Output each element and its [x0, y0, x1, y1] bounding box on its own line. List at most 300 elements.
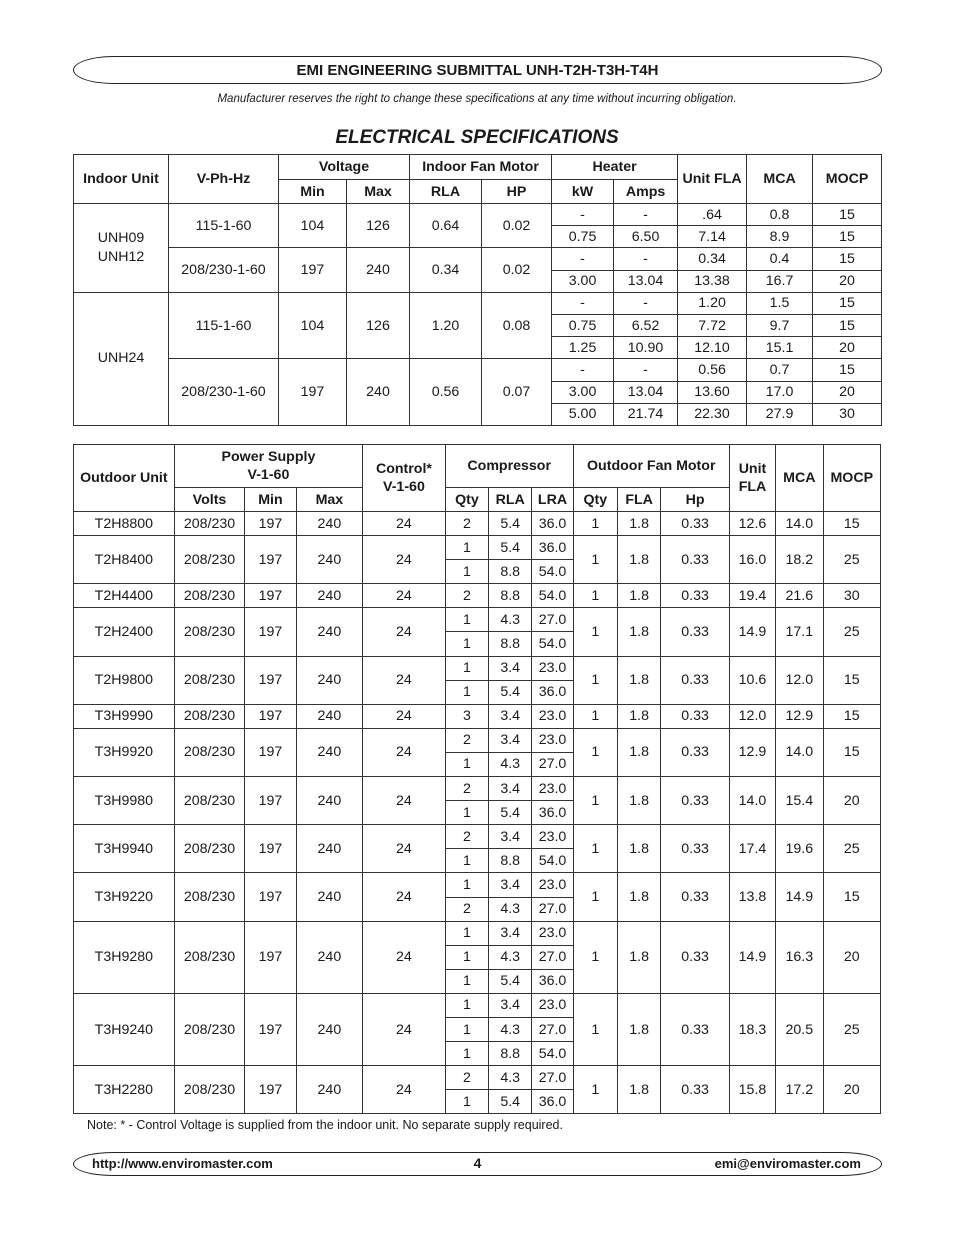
comp-rla-cell: 5.4 [489, 801, 532, 825]
comp-rla-cell: 5.4 [489, 512, 532, 536]
ps-min-cell: 197 [245, 584, 296, 608]
ps-max-cell: 240 [296, 728, 363, 776]
mca-cell: 15.4 [776, 777, 823, 825]
comp-rla-cell: 4.3 [489, 752, 532, 776]
unit-fla-cell: 10.6 [729, 656, 775, 704]
ps-max-cell: 240 [296, 608, 363, 656]
control-cell: 24 [363, 704, 446, 728]
fan-hp-cell: 0.33 [661, 873, 730, 921]
fan-qty-header: Qty [573, 488, 617, 512]
control-cell: 24 [363, 993, 446, 1065]
comp-lra-cell: 36.0 [532, 969, 573, 993]
comp-lra-cell: 54.0 [532, 1042, 573, 1066]
fan-qty-cell: 1 [573, 536, 617, 584]
fan-hp-cell: 0.33 [661, 993, 730, 1065]
ps-min-cell: 197 [245, 728, 296, 776]
comp-qty-cell: 1 [445, 969, 488, 993]
control-cell: 24 [363, 777, 446, 825]
voltage-min-cell: 197 [279, 359, 347, 426]
control-cell: 24 [363, 536, 446, 584]
outdoor-unit-name: T3H9940 [74, 825, 175, 873]
comp-rla-cell: 5.4 [489, 1090, 532, 1114]
volts-cell: 208/230 [174, 704, 245, 728]
comp-rla-cell: 8.8 [489, 1042, 532, 1066]
voltage-max-cell: 240 [347, 248, 410, 292]
ps-max-cell: 240 [296, 584, 363, 608]
mocp-cell: 15 [823, 873, 881, 921]
volts-header: Volts [174, 488, 245, 512]
table-row [74, 292, 882, 314]
unit-fla-cell: 22.30 [678, 403, 747, 425]
fan-hp-cell: 0.33 [661, 1066, 730, 1114]
comp-rla-cell: 8.8 [489, 849, 532, 873]
comp-rla-cell: 3.4 [489, 993, 532, 1017]
mocp-cell: 25 [823, 825, 881, 873]
comp-qty-cell: 1 [445, 1017, 488, 1041]
unit-fla-cell: 13.38 [678, 270, 747, 292]
comp-rla-cell: 3.4 [489, 728, 532, 752]
footer-url-link[interactable]: http://www.enviromaster.com [92, 1156, 273, 1171]
fan-qty-cell: 1 [573, 728, 617, 776]
heater-amps-cell: - [614, 292, 678, 314]
volts-cell: 208/230 [174, 873, 245, 921]
fan-fla-cell: 1.8 [617, 512, 660, 536]
unit-fla-cell: 13.60 [678, 381, 747, 403]
ps-max-cell: 240 [296, 704, 363, 728]
heater-amps-cell: 13.04 [614, 270, 678, 292]
unit-fla-cell: 13.8 [729, 873, 775, 921]
mocp-cell: 20 [813, 381, 882, 403]
fan-qty-cell: 1 [573, 921, 617, 993]
comp-qty-cell: 2 [445, 777, 488, 801]
ps-min-cell: 197 [245, 536, 296, 584]
ps-max-cell: 240 [296, 873, 363, 921]
document-title: EMI ENGINEERING SUBMITTAL UNH-T2H-T3H-T4H [296, 61, 659, 79]
ps-max-cell: 240 [296, 921, 363, 993]
mca-cell: 27.9 [747, 403, 813, 425]
fan-hp-header: HP [482, 180, 552, 204]
fan-hp-cell: 0.33 [661, 825, 730, 873]
volts-cell: 208/230 [174, 512, 245, 536]
control-cell: 24 [363, 608, 446, 656]
table-row [74, 873, 881, 897]
unit-fla-cell: 1.20 [678, 292, 747, 314]
mocp-cell: 25 [823, 993, 881, 1065]
table-row [74, 993, 881, 1017]
fan-hp-cell: 0.33 [661, 777, 730, 825]
heater-kw-cell: - [552, 248, 614, 270]
fan-qty-cell: 1 [573, 873, 617, 921]
outdoor-unit-fla-header: Unit FLA [729, 445, 775, 512]
heater-kw-cell: 1.25 [552, 337, 614, 359]
outdoor-unit-name: T2H8800 [74, 512, 175, 536]
mocp-cell: 15 [813, 359, 882, 381]
unit-fla-cell: 14.0 [729, 777, 775, 825]
comp-rla-cell: 8.8 [489, 632, 532, 656]
fan-rla-cell: 0.64 [410, 204, 482, 248]
mca-cell: 14.0 [776, 728, 823, 776]
voltage-min-cell: 197 [279, 248, 347, 292]
unit-fla-cell: 12.10 [678, 337, 747, 359]
fan-qty-cell: 1 [573, 656, 617, 704]
comp-rla-cell: 3.4 [489, 704, 532, 728]
comp-rla-cell: 3.4 [489, 777, 532, 801]
heater-header: Heater [552, 155, 678, 180]
mca-cell: 21.6 [776, 584, 823, 608]
outdoor-unit-name: T2H8400 [74, 536, 175, 584]
comp-qty-cell: 1 [445, 752, 488, 776]
table-row [74, 512, 881, 536]
comp-lra-cell: 36.0 [532, 680, 573, 704]
outdoor-unit-name: T3H9220 [74, 873, 175, 921]
comp-lra-cell: 23.0 [532, 993, 573, 1017]
mocp-cell: 15 [813, 314, 882, 336]
mca-cell: 17.0 [747, 381, 813, 403]
table-row [74, 656, 881, 680]
unit-model: UNH24 [97, 350, 145, 367]
heater-kw-cell: 0.75 [552, 314, 614, 336]
comp-rla-cell: 4.3 [489, 1017, 532, 1041]
comp-qty-cell: 2 [445, 825, 488, 849]
fan-fla-cell: 1.8 [617, 993, 660, 1065]
fan-hp-cell: 0.33 [661, 584, 730, 608]
mca-cell: 17.2 [776, 1066, 823, 1114]
table-row [74, 248, 882, 270]
heater-amps-cell: 6.50 [614, 226, 678, 248]
mocp-cell: 30 [813, 403, 882, 425]
comp-rla-cell: 4.3 [489, 1066, 532, 1090]
fan-fla-cell: 1.8 [617, 777, 660, 825]
outdoor-mca-header: MCA [776, 445, 823, 512]
mocp-cell: 20 [813, 337, 882, 359]
voltage-min-cell: 104 [279, 204, 347, 248]
heater-kw-cell: 3.00 [552, 381, 614, 403]
fan-hp-cell: 0.33 [661, 536, 730, 584]
unit-fla-cell: 14.9 [729, 608, 775, 656]
heater-kw-cell: - [552, 359, 614, 381]
comp-lra-cell: 23.0 [532, 656, 573, 680]
heater-kw-cell: 0.75 [552, 226, 614, 248]
comp-qty-cell: 1 [445, 680, 488, 704]
fan-rla-cell: 0.34 [410, 248, 482, 292]
control-cell: 24 [363, 728, 446, 776]
vphhz-cell: 115-1-60 [169, 204, 279, 248]
indoor-unit-name [74, 292, 169, 425]
unit-fla-cell: 14.9 [729, 921, 775, 993]
comp-rla-cell: 3.4 [489, 825, 532, 849]
comp-qty-cell: 1 [445, 849, 488, 873]
heater-amps-cell: 21.74 [614, 403, 678, 425]
ps-min-cell: 197 [245, 873, 296, 921]
outdoor-unit-name: T2H2400 [74, 608, 175, 656]
unit-fla-cell: 15.8 [729, 1066, 775, 1114]
vphhz-cell: 208/230-1-60 [169, 248, 279, 292]
fan-fla-header: FLA [617, 488, 660, 512]
fan-qty-cell: 1 [573, 704, 617, 728]
vphhz-header: V-Ph-Hz [169, 155, 279, 204]
comp-qty-cell: 2 [445, 512, 488, 536]
footer-banner [73, 1152, 882, 1176]
ps-min-cell: 197 [245, 1066, 296, 1114]
comp-rla-header: RLA [489, 488, 532, 512]
fan-fla-cell: 1.8 [617, 873, 660, 921]
ps-min-cell: 197 [245, 656, 296, 704]
fan-hp-cell: 0.33 [661, 608, 730, 656]
ps-max-cell: 240 [296, 536, 363, 584]
volts-cell: 208/230 [174, 608, 245, 656]
heater-amps-cell: 6.52 [614, 314, 678, 336]
mca-cell: 16.3 [776, 921, 823, 993]
comp-lra-cell: 23.0 [532, 921, 573, 945]
mca-cell: 17.1 [776, 608, 823, 656]
table-row [74, 584, 881, 608]
volts-cell: 208/230 [174, 728, 245, 776]
volts-cell: 208/230 [174, 825, 245, 873]
mca-cell: 12.9 [776, 704, 823, 728]
fan-hp-cell: 0.08 [482, 292, 552, 359]
heater-amps-header: Amps [614, 180, 678, 204]
table-row [74, 825, 881, 849]
fan-qty-cell: 1 [573, 993, 617, 1065]
voltage-min-cell: 104 [279, 292, 347, 359]
mca-cell: 0.4 [747, 248, 813, 270]
comp-lra-cell: 54.0 [532, 632, 573, 656]
unit-fla-header: Unit FLA [678, 155, 747, 204]
fan-qty-cell: 1 [573, 512, 617, 536]
mca-header: MCA [747, 155, 813, 204]
comp-qty-cell: 1 [445, 536, 488, 560]
outdoor-unit-name: T3H9980 [74, 777, 175, 825]
comp-rla-cell: 5.4 [489, 536, 532, 560]
mca-cell: 8.9 [747, 226, 813, 248]
ps-max-cell: 240 [296, 777, 363, 825]
comp-lra-cell: 27.0 [532, 1017, 573, 1041]
indoor-fan-motor-header: Indoor Fan Motor [410, 155, 552, 180]
fan-hp-cell: 0.02 [482, 248, 552, 292]
mca-cell: 12.0 [776, 656, 823, 704]
mocp-cell: 15 [813, 226, 882, 248]
comp-qty-cell: 2 [445, 1066, 488, 1090]
voltage-max-cell: 126 [347, 204, 410, 248]
control-cell: 24 [363, 1066, 446, 1114]
heater-amps-cell: 10.90 [614, 337, 678, 359]
heater-amps-cell: - [614, 204, 678, 226]
control-header [363, 445, 446, 512]
ps-max-cell: 240 [296, 656, 363, 704]
comp-lra-cell: 36.0 [532, 1090, 573, 1114]
control-cell: 24 [363, 825, 446, 873]
unit-fla-cell: 12.9 [729, 728, 775, 776]
mca-cell: 16.7 [747, 270, 813, 292]
comp-qty-cell: 1 [445, 1090, 488, 1114]
power-supply-sublabel: V-1-60 [247, 467, 290, 483]
volts-cell: 208/230 [174, 921, 245, 993]
comp-rla-cell: 4.3 [489, 897, 532, 921]
heater-kw-cell: 3.00 [552, 270, 614, 292]
mca-cell: 0.8 [747, 204, 813, 226]
fan-fla-cell: 1.8 [617, 921, 660, 993]
mocp-cell: 15 [813, 248, 882, 270]
comp-rla-cell: 5.4 [489, 680, 532, 704]
fan-hp-header-outdoor: Hp [661, 488, 730, 512]
disclaimer-text: Manufacturer reserves the right to change these specifications at any time without incurring obligation. [217, 93, 737, 105]
comp-qty-cell: 1 [445, 921, 488, 945]
ps-min-cell: 197 [245, 608, 296, 656]
ps-min-cell: 197 [245, 704, 296, 728]
mca-cell: 14.9 [776, 873, 823, 921]
table-row [74, 728, 881, 752]
voltage-min-header: Min [279, 180, 347, 204]
ps-max-cell: 240 [296, 825, 363, 873]
fan-hp-cell: 0.33 [661, 728, 730, 776]
ps-min-cell: 197 [245, 993, 296, 1065]
table-row [74, 921, 881, 945]
comp-rla-cell: 8.8 [489, 584, 532, 608]
comp-qty-cell: 1 [445, 873, 488, 897]
fan-hp-cell: 0.02 [482, 204, 552, 248]
fan-fla-cell: 1.8 [617, 584, 660, 608]
mca-cell: 19.6 [776, 825, 823, 873]
vphhz-cell: 208/230-1-60 [169, 359, 279, 426]
mca-cell: 9.7 [747, 314, 813, 336]
outdoor-unit-header: Outdoor Unit [74, 445, 175, 512]
comp-lra-cell: 23.0 [532, 777, 573, 801]
table-row [74, 777, 881, 801]
unit-fla-cell: 7.14 [678, 226, 747, 248]
comp-lra-cell: 23.0 [532, 728, 573, 752]
heater-amps-cell: - [614, 359, 678, 381]
fan-rla-cell: 0.56 [410, 359, 482, 426]
table-row [74, 608, 881, 632]
unit-fla-cell: 17.4 [729, 825, 775, 873]
comp-lra-cell: 36.0 [532, 512, 573, 536]
comp-lra-cell: 27.0 [532, 897, 573, 921]
comp-lra-cell: 54.0 [532, 584, 573, 608]
control-cell: 24 [363, 921, 446, 993]
outdoor-unit-name: T3H9280 [74, 921, 175, 993]
ps-max-header: Max [296, 488, 363, 512]
mca-cell: 18.2 [776, 536, 823, 584]
ps-min-cell: 197 [245, 512, 296, 536]
comp-lra-header: LRA [532, 488, 573, 512]
unit-fla-cell: 0.34 [678, 248, 747, 270]
control-cell: 24 [363, 873, 446, 921]
outdoor-mocp-header: MOCP [823, 445, 881, 512]
comp-lra-cell: 27.0 [532, 752, 573, 776]
comp-qty-cell: 1 [445, 560, 488, 584]
table-row [74, 204, 882, 226]
volts-cell: 208/230 [174, 584, 245, 608]
outdoor-unit-name: T2H4400 [74, 584, 175, 608]
mocp-header: MOCP [813, 155, 882, 204]
comp-lra-cell: 23.0 [532, 825, 573, 849]
fan-hp-cell: 0.33 [661, 512, 730, 536]
unit-fla-cell: 18.3 [729, 993, 775, 1065]
control-sublabel: V-1-60 [383, 479, 425, 495]
mca-cell: 0.7 [747, 359, 813, 381]
comp-qty-cell: 3 [445, 704, 488, 728]
voltage-max-cell: 126 [347, 292, 410, 359]
fan-fla-cell: 1.8 [617, 728, 660, 776]
footer-email-link[interactable]: emi@enviromaster.com [714, 1156, 861, 1171]
ps-max-cell: 240 [296, 993, 363, 1065]
power-supply-header [174, 445, 362, 488]
footnote: Note: * - Control Voltage is supplied from the indoor unit. No separate supply required. [87, 1118, 563, 1132]
unit-fla-cell: 16.0 [729, 536, 775, 584]
mocp-cell: 15 [813, 204, 882, 226]
fan-hp-cell: 0.33 [661, 656, 730, 704]
heater-amps-cell: 13.04 [614, 381, 678, 403]
indoor-unit-name [74, 204, 169, 293]
table-row [74, 359, 882, 381]
ps-max-cell: 240 [296, 1066, 363, 1114]
fan-fla-cell: 1.8 [617, 536, 660, 584]
ps-min-cell: 197 [245, 825, 296, 873]
outdoor-unit-name: T3H9240 [74, 993, 175, 1065]
ps-min-cell: 197 [245, 777, 296, 825]
mocp-cell: 15 [813, 292, 882, 314]
ps-min-header: Min [245, 488, 296, 512]
comp-lra-cell: 36.0 [532, 801, 573, 825]
document-header-banner [73, 56, 882, 84]
comp-rla-cell: 5.4 [489, 969, 532, 993]
mocp-cell: 20 [813, 270, 882, 292]
mca-cell: 15.1 [747, 337, 813, 359]
fan-hp-cell: 0.33 [661, 704, 730, 728]
volts-cell: 208/230 [174, 1066, 245, 1114]
outdoor-unit-name: T3H9990 [74, 704, 175, 728]
fan-qty-cell: 1 [573, 608, 617, 656]
heater-kw-header: kW [552, 180, 614, 204]
ps-min-cell: 197 [245, 921, 296, 993]
comp-qty-cell: 2 [445, 897, 488, 921]
mocp-cell: 20 [823, 921, 881, 993]
volts-cell: 208/230 [174, 993, 245, 1065]
page-number: 4 [473, 1155, 482, 1171]
unit-model: UNH09 [97, 229, 145, 246]
mocp-cell: 25 [823, 536, 881, 584]
unit-fla-cell: 0.56 [678, 359, 747, 381]
comp-qty-cell: 1 [445, 1042, 488, 1066]
comp-qty-cell: 2 [445, 728, 488, 752]
mca-cell: 14.0 [776, 512, 823, 536]
unit-model: UNH12 [97, 248, 145, 265]
comp-qty-cell: 1 [445, 656, 488, 680]
volts-cell: 208/230 [174, 536, 245, 584]
comp-lra-cell: 27.0 [532, 608, 573, 632]
unit-fla-cell: 19.4 [729, 584, 775, 608]
unit-fla-cell: 12.0 [729, 704, 775, 728]
fan-fla-cell: 1.8 [617, 825, 660, 873]
table-row [74, 536, 881, 560]
heater-kw-cell: - [552, 292, 614, 314]
comp-lra-cell: 27.0 [532, 945, 573, 969]
mocp-cell: 15 [823, 728, 881, 776]
volts-cell: 208/230 [174, 656, 245, 704]
mca-cell: 20.5 [776, 993, 823, 1065]
fan-hp-cell: 0.33 [661, 921, 730, 993]
fan-qty-cell: 1 [573, 1066, 617, 1114]
comp-qty-cell: 1 [445, 801, 488, 825]
comp-rla-cell: 4.3 [489, 945, 532, 969]
comp-rla-cell: 3.4 [489, 656, 532, 680]
comp-rla-cell: 8.8 [489, 560, 532, 584]
comp-qty-header: Qty [445, 488, 488, 512]
outdoor-unit-name: T2H9800 [74, 656, 175, 704]
heater-kw-cell: 5.00 [552, 403, 614, 425]
fan-fla-cell: 1.8 [617, 704, 660, 728]
comp-qty-cell: 1 [445, 608, 488, 632]
